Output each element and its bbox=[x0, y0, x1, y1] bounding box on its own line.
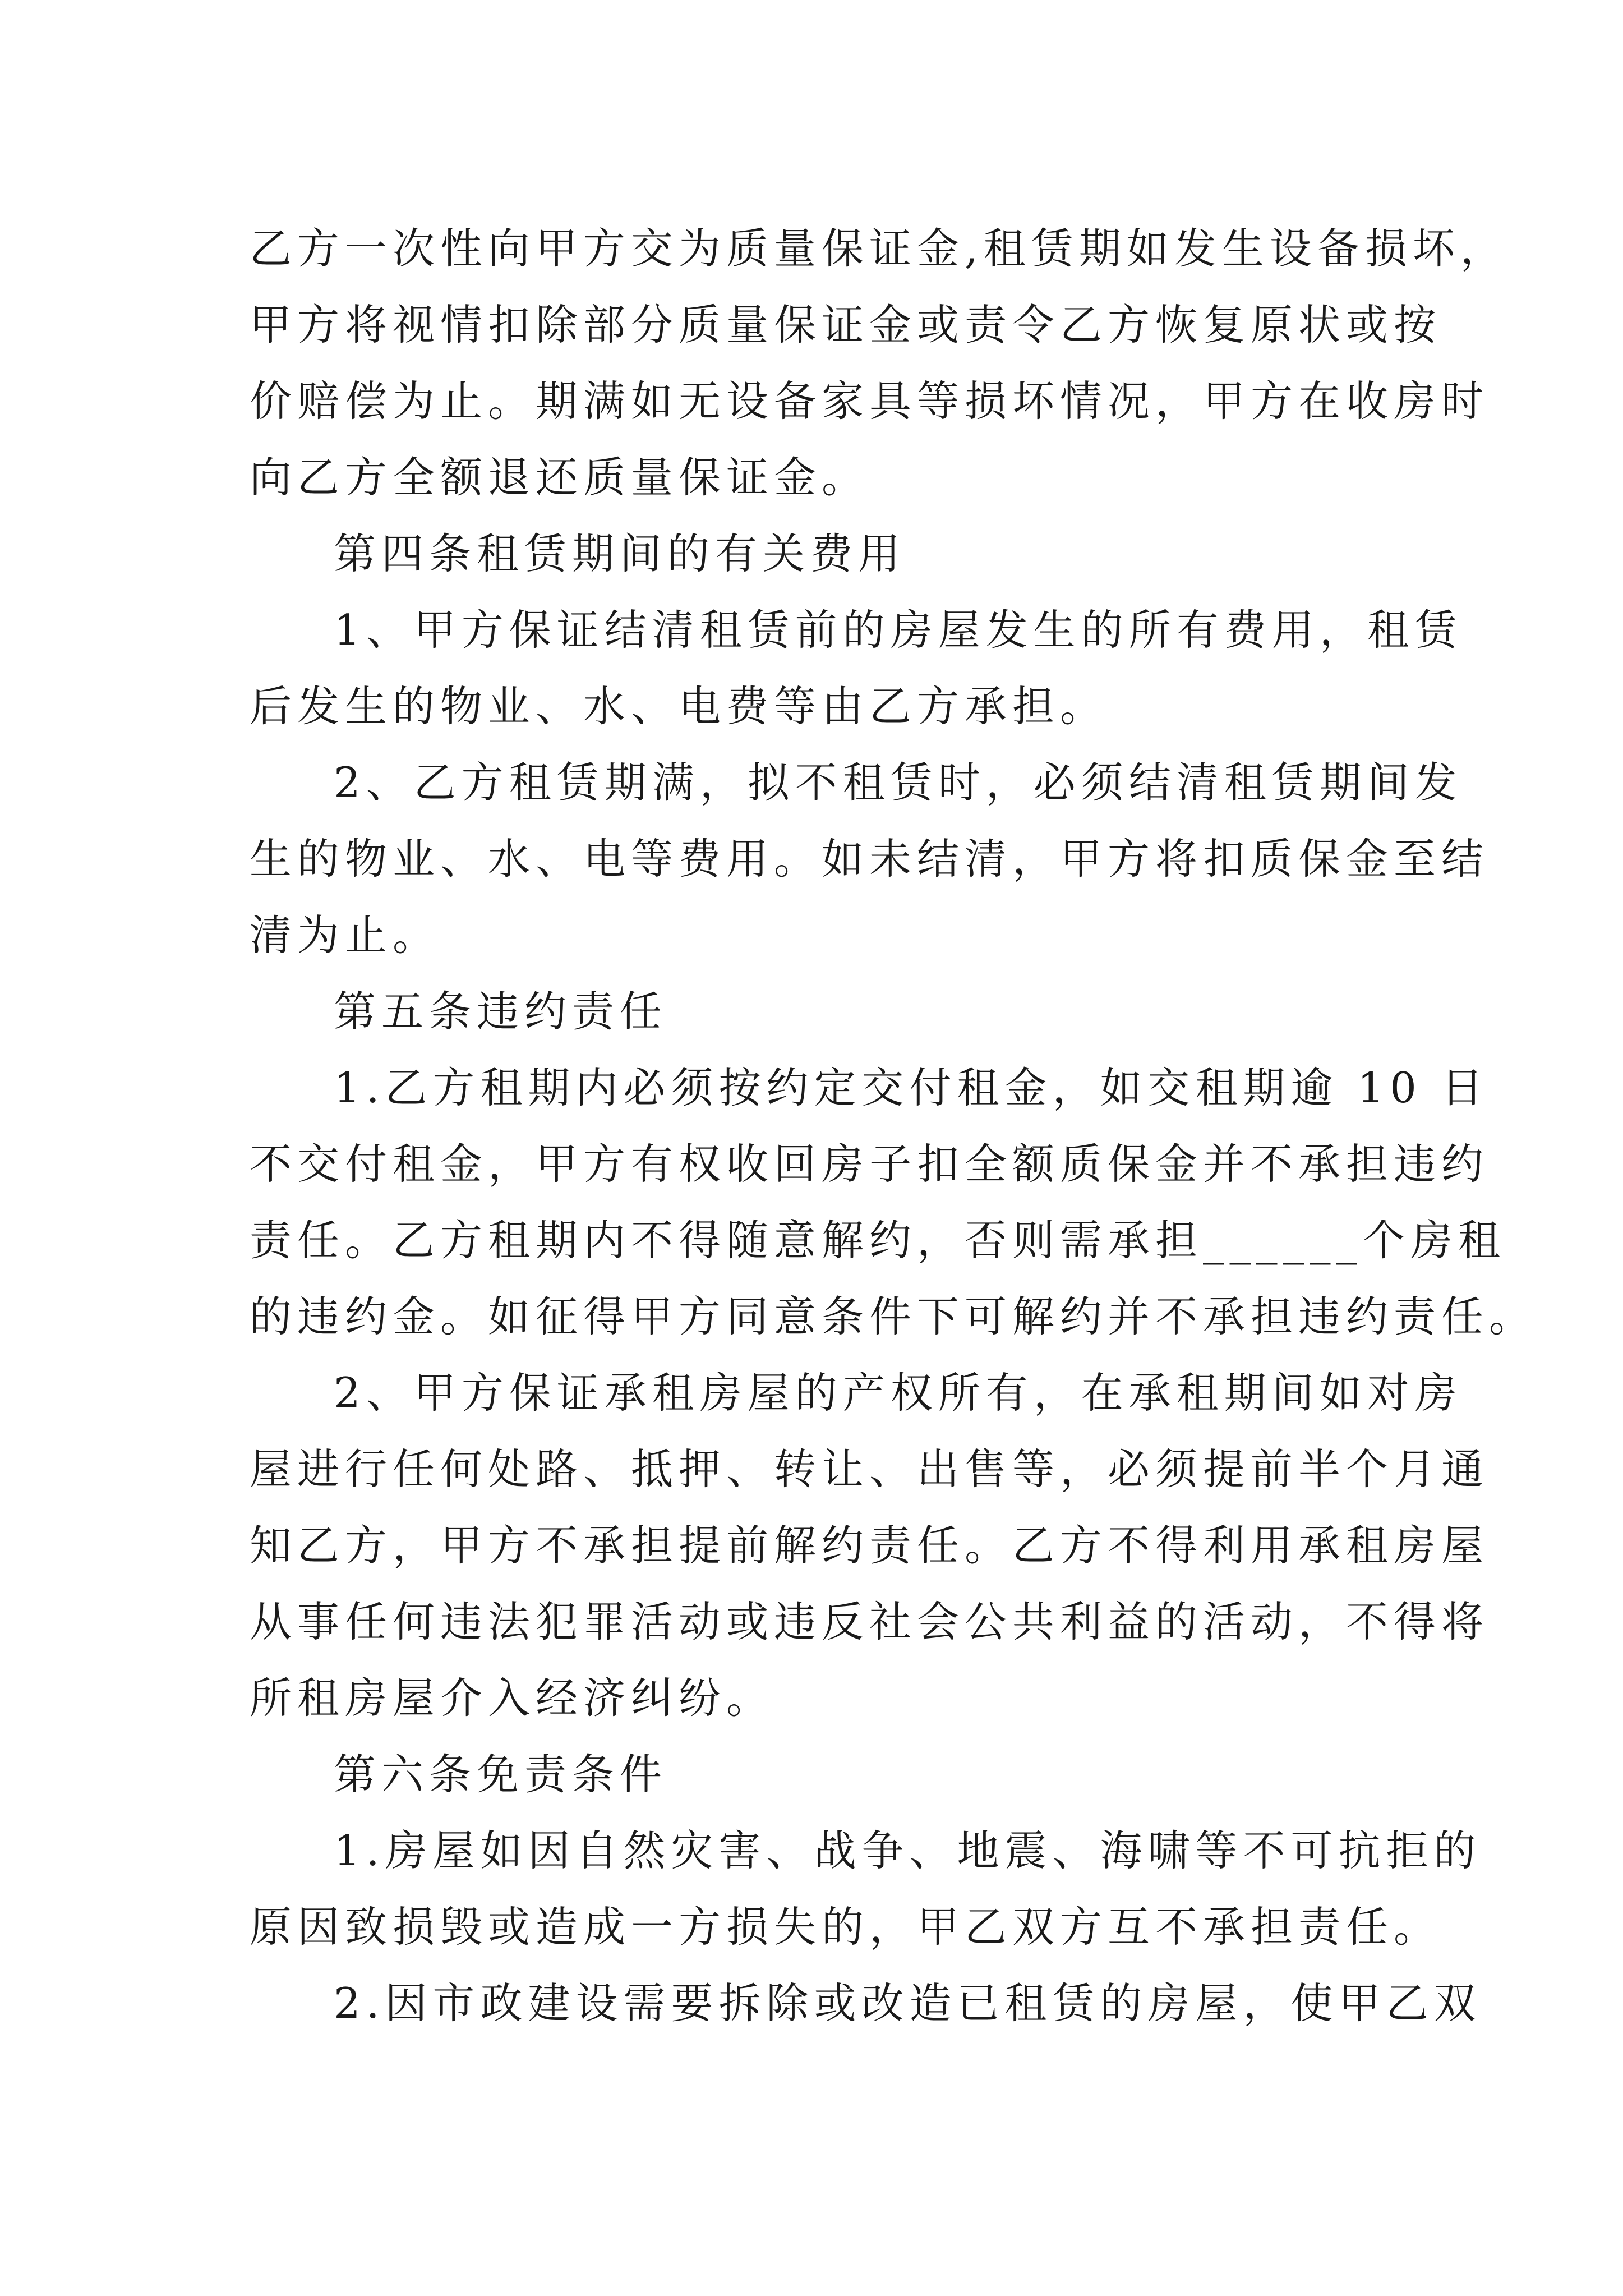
text-line: 价赔偿为止。期满如无设备家具等损坏情况，甲方在收房时 bbox=[250, 376, 1490, 426]
text-line: 后发生的物业、水、电费等由乙方承担。 bbox=[250, 682, 1108, 731]
text-line: 甲方将视情扣除部分质量保证金或责令乙方恢复原状或按 bbox=[250, 300, 1442, 349]
text-line: 1.房屋如因自然灾害、战争、地震、海啸等不可抗拒的 bbox=[334, 1826, 1482, 1875]
text-line: 乙方一次性向甲方交为质量保证金,租赁期如发生设备损坏， bbox=[250, 224, 1508, 273]
text-line: 清为止。 bbox=[250, 910, 441, 960]
text-line: 不交付租金，甲方有权收回房子扣全额质保金并不承担违约 bbox=[250, 1139, 1490, 1189]
text-line: 知乙方，甲方不承担提前解约责任。乙方不得利用承租房屋 bbox=[250, 1521, 1490, 1570]
text-line: 责任。乙方租期内不得随意解约，否则需承担______个房租 bbox=[250, 1216, 1506, 1265]
text-line: 2、乙方租赁期满，拟不租赁时，必须结清租赁期间发 bbox=[334, 758, 1463, 807]
text-line: 的违约金。如征得甲方同意条件下可解约并不承担违约责任。 bbox=[250, 1292, 1537, 1341]
text-line: 生的物业、水、电等费用。如未结清，甲方将扣质保金至结 bbox=[250, 834, 1490, 884]
text-line: 1.乙方租期内必须按约定交付租金，如交租期逾 10 日 bbox=[334, 1063, 1489, 1112]
section-heading: 第六条免责条件 bbox=[334, 1750, 668, 1799]
text-line: 1、甲方保证结清租赁前的房屋发生的所有费用，租赁 bbox=[334, 605, 1463, 655]
text-line: 从事任何违法犯罪活动或违反社会公共利益的活动，不得将 bbox=[250, 1597, 1490, 1646]
section-heading: 第四条租赁期间的有关费用 bbox=[334, 529, 906, 578]
text-line: 屋进行任何处路、抵押、转让、出售等，必须提前半个月通 bbox=[250, 1444, 1490, 1494]
text-line: 原因致损毁或造成一方损失的，甲乙双方互不承担责任。 bbox=[250, 1902, 1442, 1952]
text-line: 2.因市政建设需要拆除或改造已租赁的房屋，使甲乙双 bbox=[334, 1978, 1482, 2028]
document-body bbox=[250, 210, 1537, 2041]
text-line: 向乙方全额退还质量保证金。 bbox=[250, 453, 870, 502]
section-heading: 第五条违约责任 bbox=[334, 987, 668, 1036]
text-line: 2、甲方保证承租房屋的产权所有，在承租期间如对房 bbox=[334, 1368, 1463, 1418]
text-line: 所租房屋介入经济纠纷。 bbox=[250, 1673, 774, 1723]
